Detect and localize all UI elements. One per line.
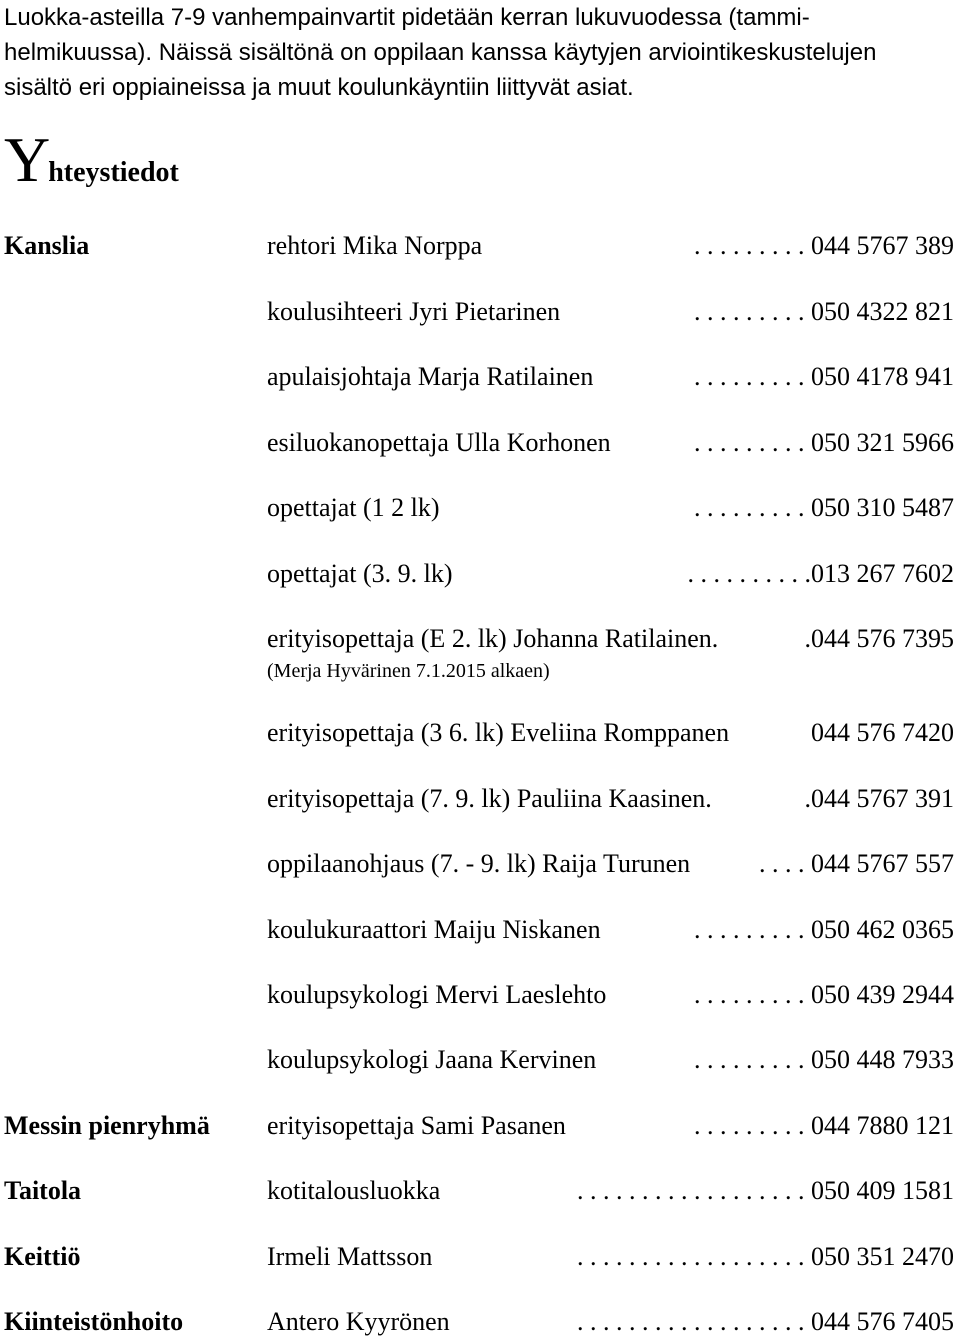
intro-line: sisältö eri oppiaineissa ja muut koulunkäyntiin liittyvät asiat. xyxy=(4,74,634,101)
contact-name: opettajat (3. 9. lk) xyxy=(267,559,453,588)
title-rest: hteystiedot xyxy=(48,157,179,188)
contact-phone: . . . . . . . . . . . . . . . . . . 044 576 7405 xyxy=(577,1307,954,1336)
intro-line: Luokka-asteilla 7-9 vanhempainvartit pidetään kerran lukuvuodessa (tammi- xyxy=(4,4,810,31)
contact-phone: . . . . . . . . . 050 439 2944 xyxy=(694,980,954,1009)
contact-name: koulusihteeri Jyri Pietarinen xyxy=(267,297,561,326)
contact-row xyxy=(0,1043,960,1077)
contact-name: erityisopettaja Sami Pasanen xyxy=(267,1111,566,1140)
contact-phone: . . . . . . . . . 050 4322 821 xyxy=(694,297,954,326)
contact-phone: . . . . . . . . . 050 462 0365 xyxy=(694,915,954,944)
contact-phone: . . . . . . . . . 050 310 5487 xyxy=(694,493,954,522)
contact-phone: . . . . . . . . . 044 7880 121 xyxy=(694,1111,954,1140)
page-title xyxy=(4,124,179,195)
contact-name: Antero Kyyrönen xyxy=(267,1307,450,1336)
contact-phone: .044 576 7395 xyxy=(804,624,954,653)
contact-phone: 044 576 7420 xyxy=(811,718,954,747)
contact-row xyxy=(0,847,960,881)
contact-row xyxy=(0,491,960,525)
contact-name: koulupsykologi Mervi Laeslehto xyxy=(267,980,607,1009)
contact-row xyxy=(0,716,960,750)
contact-name: oppilaanohjaus (7. - 9. lk) Raija Turunen xyxy=(267,849,691,878)
intro-line: helmikuussa). Näissä sisältönä on oppilaan kanssa käytyjen arviointikeskustelujen xyxy=(4,39,877,66)
contact-name: Irmeli Mattsson xyxy=(267,1242,433,1271)
contact-phone: . . . . . . . . . . . . . . . . . . 050 351 2470 xyxy=(577,1242,954,1271)
contact-row xyxy=(0,978,960,1012)
contact-name: koulukuraattori Maiju Niskanen xyxy=(267,915,601,944)
contact-phone: . . . . . . . . . 050 4178 941 xyxy=(694,362,954,391)
contact-name: koulupsykologi Jaana Kervinen xyxy=(267,1045,597,1074)
intro-paragraph xyxy=(4,0,954,105)
contact-name: erityisopettaja (3 6. lk) Eveliina Romppanen xyxy=(267,718,730,747)
contact-name: rehtori Mika Norppa xyxy=(267,231,483,260)
contact-name: opettajat (1 2 lk) xyxy=(267,493,440,522)
contact-phone: . . . . . . . . . .013 267 7602 xyxy=(687,559,954,588)
section-label: Messin pienryhmä xyxy=(4,1111,210,1140)
contact-phone: .044 5767 391 xyxy=(804,784,954,813)
contact-row xyxy=(0,782,960,816)
contact-row xyxy=(0,557,960,591)
contact-phone: . . . . . . . . . 050 448 7933 xyxy=(694,1045,954,1074)
contact-phone: . . . . . . . . . 050 321 5966 xyxy=(694,428,954,457)
contact-row xyxy=(0,1305,960,1339)
contact-row xyxy=(0,295,960,329)
contact-name: erityisopettaja (E 2. lk) Johanna Ratilainen. xyxy=(267,624,719,653)
substitute-note: (Merja Hyvärinen 7.1.2015 alkaen) xyxy=(267,660,550,682)
contact-name: esiluokanopettaja Ulla Korhonen xyxy=(267,428,611,457)
section-label: Taitola xyxy=(4,1176,82,1205)
contact-phone: . . . . . . . . . 044 5767 389 xyxy=(694,231,954,260)
section-label: Kanslia xyxy=(4,231,90,260)
contact-row xyxy=(0,1240,960,1274)
contact-row xyxy=(0,360,960,394)
contact-row xyxy=(0,1174,960,1208)
contact-phone: . . . . 044 5767 557 xyxy=(759,849,954,878)
contact-row xyxy=(0,229,960,263)
contact-name: kotitalousluokka xyxy=(267,1176,441,1205)
contact-name: apulaisjohtaja Marja Ratilainen xyxy=(267,362,594,391)
contact-phone: . . . . . . . . . . . . . . . . . . 050 409 1581 xyxy=(577,1176,954,1205)
title-initial: Y xyxy=(4,124,51,195)
contact-row xyxy=(0,426,960,460)
contact-row xyxy=(0,622,960,656)
contact-name: erityisopettaja (7. 9. lk) Pauliina Kaasinen. xyxy=(267,784,712,813)
section-label: Keittiö xyxy=(4,1242,81,1271)
contact-row xyxy=(0,1109,960,1143)
contact-row xyxy=(0,913,960,947)
section-label: Kiinteistönhoito xyxy=(4,1307,184,1336)
